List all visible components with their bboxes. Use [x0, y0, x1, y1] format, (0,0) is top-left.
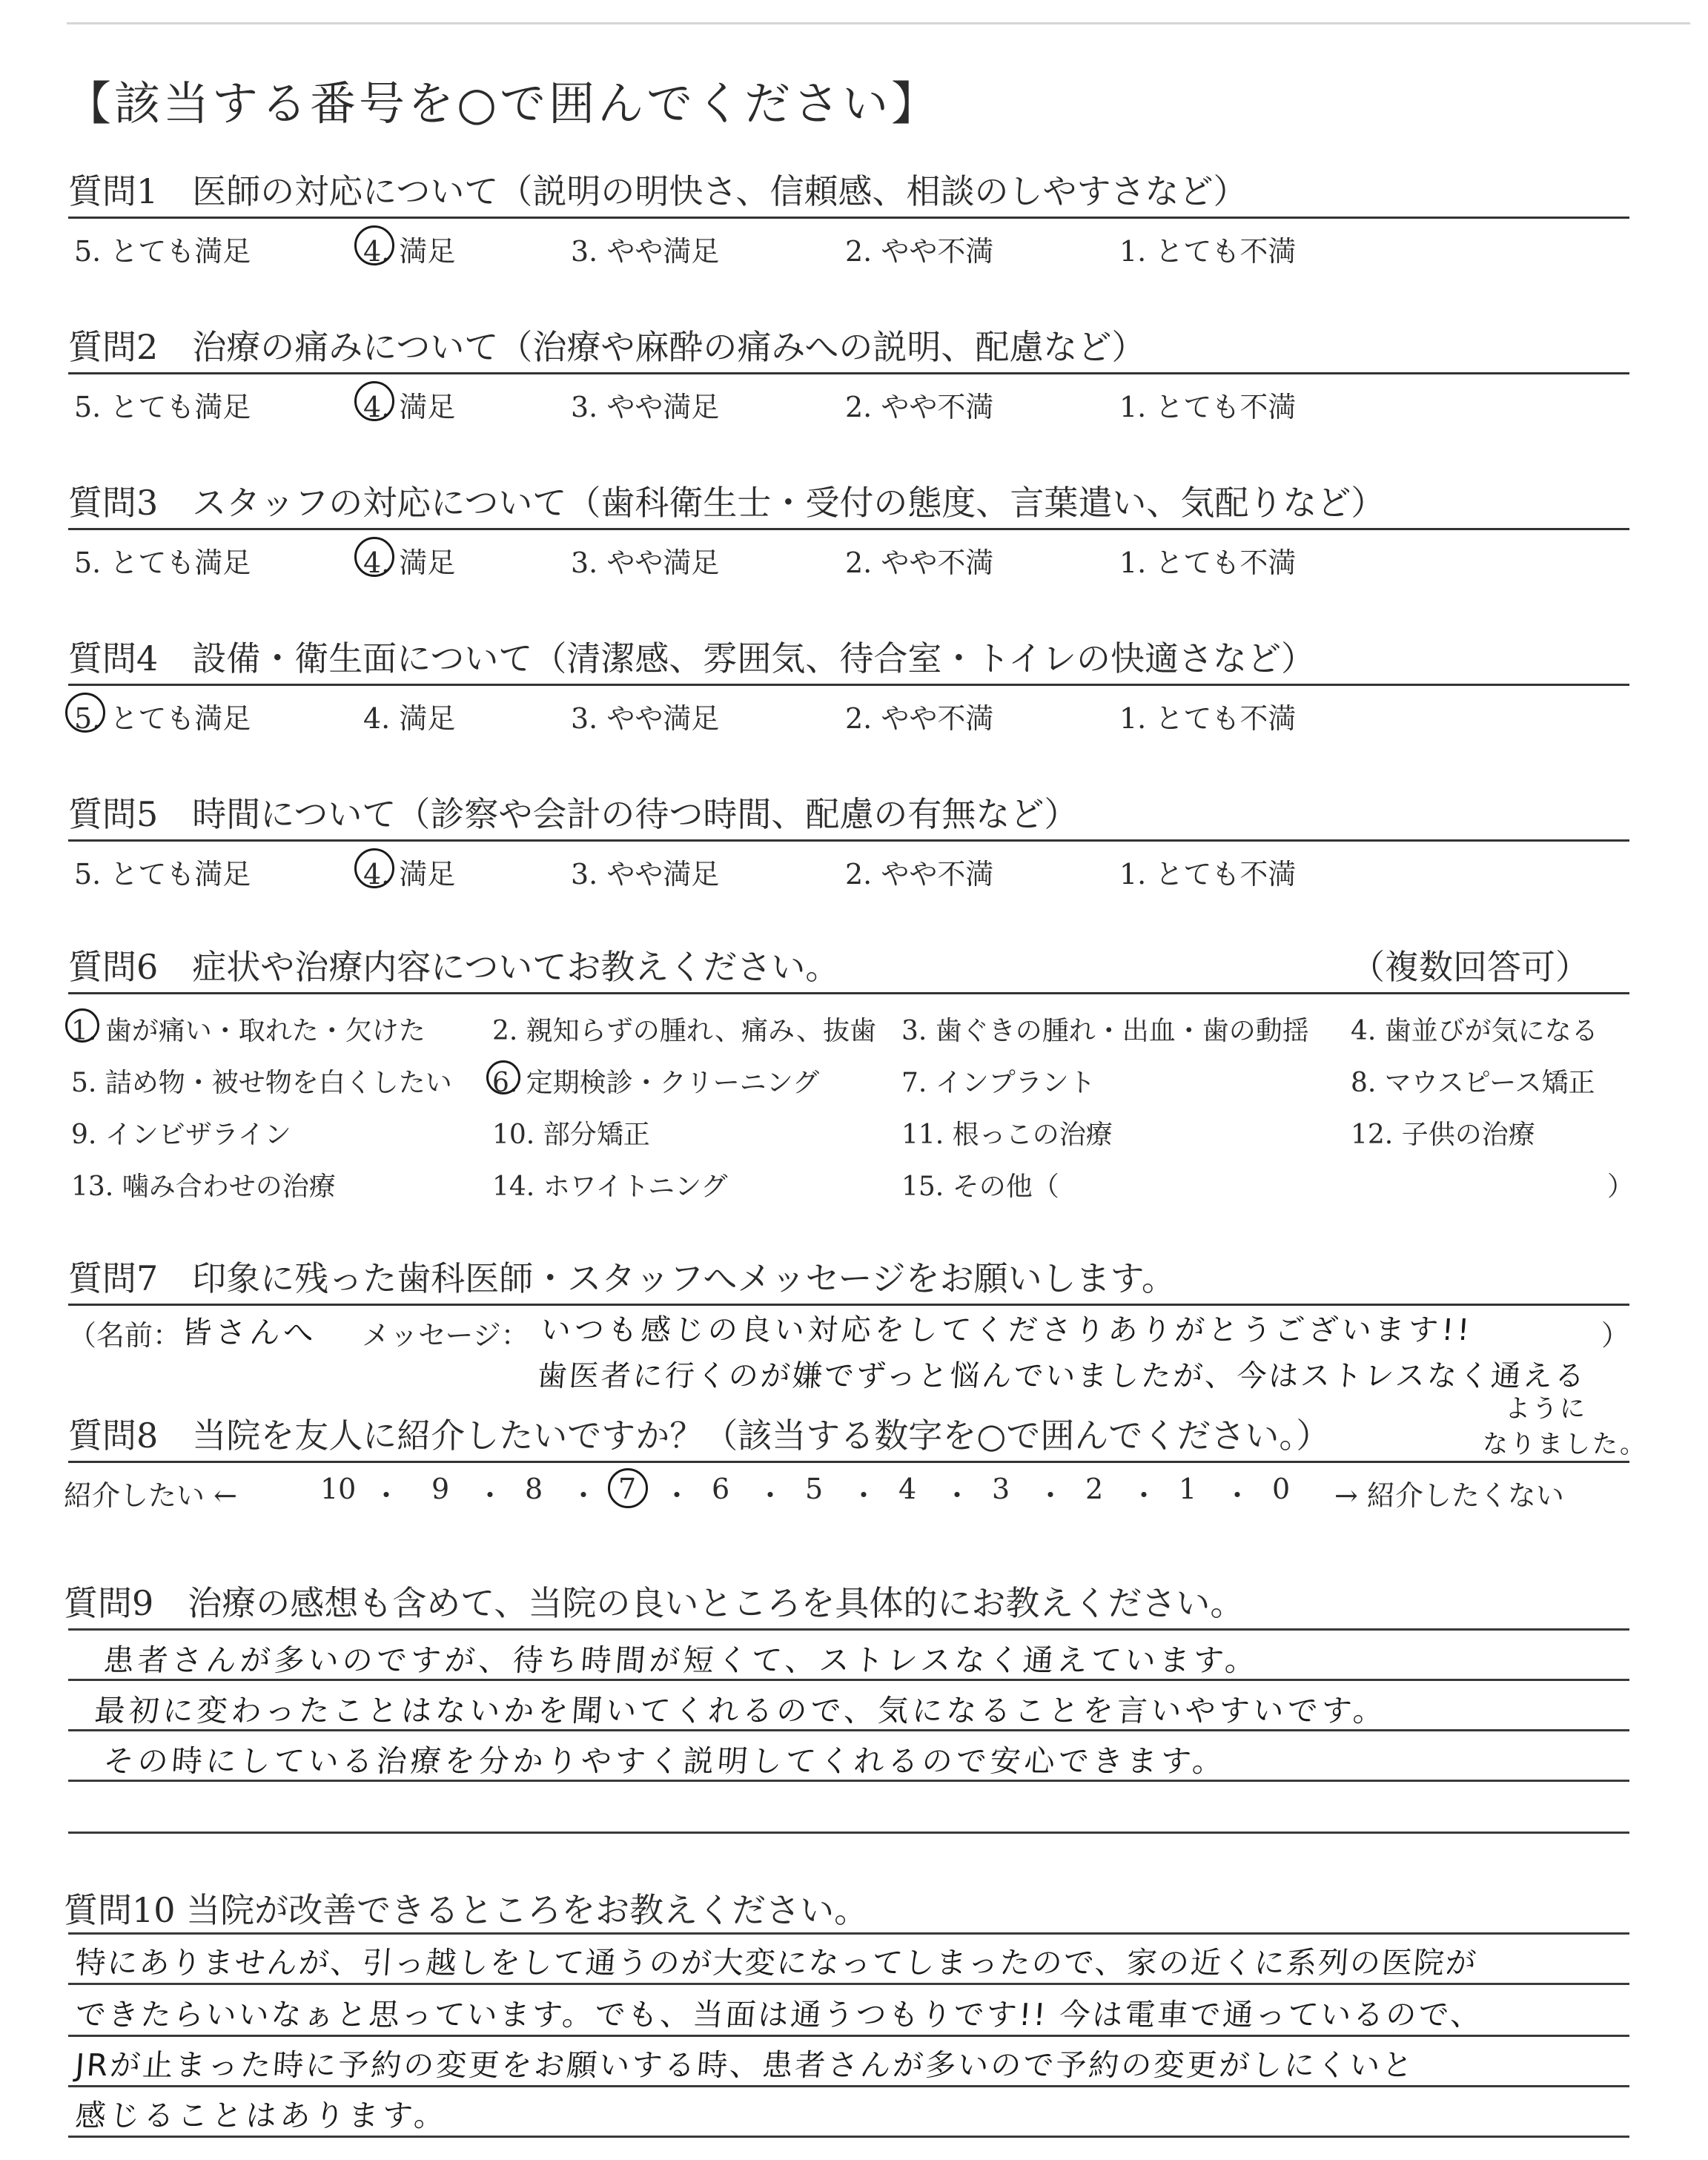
- q5-title: 質問5 時間について（診察や会計の待つ時間、配慮の有無など）: [68, 794, 1079, 834]
- q6-option-5[interactable]: 5. 詰め物・被せ物を白くしたい: [71, 1068, 452, 1098]
- q6-option-7[interactable]: 7. インプラント: [901, 1068, 1096, 1098]
- q9-answer-line-2: [68, 1729, 1629, 1731]
- q4-option-4[interactable]: 4. 満足: [363, 702, 456, 735]
- q7-name-label: （名前：: [68, 1319, 182, 1352]
- q9-answer-line-1: [68, 1679, 1629, 1681]
- q5-option-2[interactable]: 2. やや不満: [845, 858, 994, 891]
- q3-option-1[interactable]: 1. とても不満: [1119, 546, 1297, 579]
- q6-option-14[interactable]: 14. ホワイトニング: [492, 1172, 728, 1202]
- q6-option-12[interactable]: 12. 子供の治療: [1351, 1120, 1535, 1150]
- q8-separator: ・: [943, 1479, 972, 1512]
- q4-selected-circle: [65, 693, 105, 733]
- q8-number-10[interactable]: 10: [320, 1473, 357, 1505]
- q10-answer-4[interactable]: 感じることはあります。: [74, 2098, 450, 2133]
- q10-answer-2[interactable]: できたらいいなぁと思っています。でも、当面は通うつもりです!! 今は電車で通っているので、: [74, 1997, 1485, 2032]
- q2-option-4[interactable]: 4. 満足: [363, 391, 456, 423]
- q8-separator: ・: [1036, 1479, 1065, 1512]
- q7-rule: [68, 1304, 1629, 1306]
- q2-selected-circle: [354, 381, 394, 421]
- q8-separator: ・: [372, 1479, 401, 1512]
- top-edge-line: [67, 22, 1690, 24]
- q8-separator: ・: [476, 1479, 505, 1512]
- q8-selected-circle: [608, 1468, 648, 1508]
- q1-option-2[interactable]: 2. やや不満: [845, 235, 994, 268]
- q6-option-13[interactable]: 13. 噛み合わせの治療: [71, 1172, 336, 1202]
- q1-title: 質問1 医師の対応について（説明の明快さ、信頼感、相談のしやすさなど）: [68, 171, 1248, 211]
- q6-option-15[interactable]: 15. その他（: [901, 1172, 1059, 1202]
- q8-number-4[interactable]: 4: [898, 1473, 917, 1505]
- q6-option-10[interactable]: 10. 部分矯正: [492, 1120, 650, 1150]
- q6-option-16[interactable]: ）: [1607, 1172, 1635, 1202]
- q1-option-1[interactable]: 1. とても不満: [1119, 235, 1297, 268]
- q6-title: 質問6 症状や治療内容についてお教えください。: [68, 947, 840, 987]
- q10-answer-line-3: [68, 2085, 1629, 2087]
- q8-separator: ・: [1223, 1479, 1252, 1512]
- q10-answer-line-1: [68, 1983, 1629, 1985]
- q8-separator: ・: [569, 1479, 598, 1512]
- q6-option-3[interactable]: 3. 歯ぐきの腫れ・出血・歯の動揺: [901, 1016, 1309, 1046]
- q4-option-2[interactable]: 2. やや不満: [845, 702, 994, 735]
- q8-number-6[interactable]: 6: [712, 1473, 730, 1505]
- q10-rule: [68, 1932, 1629, 1935]
- q5-option-3[interactable]: 3. やや満足: [571, 858, 720, 891]
- q6-option-4[interactable]: 4. 歯並びが気になる: [1351, 1016, 1598, 1046]
- q3-selected-circle: [354, 537, 394, 577]
- q2-option-5[interactable]: 5. とても満足: [74, 391, 251, 423]
- q5-option-4[interactable]: 4. 満足: [363, 858, 456, 891]
- q9-answer-line-3: [68, 1780, 1629, 1782]
- q10-answer-line-2: [68, 2035, 1629, 2037]
- q8-number-8[interactable]: 8: [525, 1473, 543, 1505]
- q9-answer-1[interactable]: 患者さんが多いのですが、待ち時間が短くて、ストレスなく通えています。: [102, 1642, 1261, 1678]
- q6-option-6[interactable]: 6. 定期検診・クリーニング: [492, 1068, 820, 1098]
- q1-selected-circle: [354, 225, 394, 265]
- q8-right-label: → 紹介したくない: [1334, 1479, 1564, 1512]
- q9-answer-line-4: [68, 1832, 1629, 1834]
- q2-option-2[interactable]: 2. やや不満: [845, 391, 994, 423]
- q6-selected-circle-6: [486, 1060, 520, 1094]
- q8-separator: ・: [1130, 1479, 1159, 1512]
- q10-answer-line-4: [68, 2136, 1629, 2138]
- q1-option-5[interactable]: 5. とても満足: [74, 235, 251, 268]
- q2-option-1[interactable]: 1. とても不満: [1119, 391, 1297, 423]
- q4-title: 質問4 設備・衛生面について（清潔感、雰囲気、待合室・トイレの快適さなど）: [68, 638, 1316, 678]
- q8-number-3[interactable]: 3: [992, 1473, 1010, 1505]
- q8-rule: [68, 1461, 1629, 1463]
- q8-separator: ・: [850, 1479, 878, 1512]
- q8-number-1[interactable]: 1: [1179, 1473, 1197, 1505]
- q10-title: 質問10 当院が改善できるところをお教えください。: [64, 1890, 869, 1930]
- q9-answer-2[interactable]: 最初に変わったことはないかを聞いてくれるので、気になることを言いやすいです。: [93, 1693, 1388, 1728]
- q6-rule: [68, 992, 1629, 994]
- q8-number-9[interactable]: 9: [431, 1473, 450, 1505]
- q2-option-3[interactable]: 3. やや満足: [571, 391, 720, 423]
- q7-title: 質問7 印象に残った歯科医師・スタッフへメッセージをお願いします。: [68, 1258, 1176, 1298]
- q5-option-1[interactable]: 1. とても不満: [1119, 858, 1297, 891]
- q8-number-5[interactable]: 5: [805, 1473, 824, 1505]
- q5-selected-circle: [354, 848, 394, 888]
- q7-message-line4[interactable]: なりました。: [1483, 1430, 1647, 1459]
- q4-option-5[interactable]: 5. とても満足: [74, 702, 251, 735]
- q7-message-line1[interactable]: いつも感じの良い対応をしてくださりありがとうございます!!: [540, 1313, 1474, 1347]
- q7-close-paren: ）: [1601, 1319, 1630, 1352]
- q6-option-11[interactable]: 11. 根っこの治療: [901, 1120, 1113, 1150]
- q1-option-3[interactable]: 3. やや満足: [571, 235, 720, 268]
- q3-option-3[interactable]: 3. やや満足: [571, 546, 720, 579]
- q10-answer-3[interactable]: JRが止まった時に予約の変更をお願いする時、患者さんが多いので予約の変更がしにくいと: [74, 2047, 1417, 2083]
- q7-message-line2[interactable]: 歯医者に行くのが嫌でずっと悩んでいましたが、今はストレスなく通える: [536, 1359, 1588, 1393]
- q4-option-3[interactable]: 3. やや満足: [571, 702, 720, 735]
- q6-note: （複数回答可）: [1351, 947, 1589, 987]
- q3-option-4[interactable]: 4. 満足: [363, 546, 456, 579]
- q8-left-label: 紹介したい ←: [64, 1479, 237, 1512]
- q2-title: 質問2 治療の痛みについて（治療や麻酔の痛みへの説明、配慮など）: [68, 327, 1146, 367]
- q3-option-2[interactable]: 2. やや不満: [845, 546, 994, 579]
- q6-option-1[interactable]: 1. 歯が痛い・取れた・欠けた: [71, 1016, 426, 1046]
- q1-rule: [68, 217, 1629, 219]
- page-header: 【該当する番号を○で囲んでください】: [65, 76, 941, 131]
- q8-number-0[interactable]: 0: [1272, 1473, 1291, 1505]
- q5-rule: [68, 839, 1629, 842]
- q3-title: 質問3 スタッフの対応について（歯科衛生士・受付の態度、言葉遣い、気配りなど）: [68, 483, 1386, 523]
- q3-rule: [68, 528, 1629, 530]
- q8-title: 質問8 当院を友人に紹介したいですか？（該当する数字を○で囲んでください。）: [68, 1416, 1331, 1456]
- q8-number-2[interactable]: 2: [1085, 1473, 1104, 1505]
- q3-option-5[interactable]: 5. とても満足: [74, 546, 251, 579]
- q1-option-4[interactable]: 4. 満足: [363, 235, 456, 268]
- q6-selected-circle-1: [65, 1008, 99, 1043]
- q4-rule: [68, 684, 1629, 686]
- q2-rule: [68, 372, 1629, 374]
- q6-option-8[interactable]: 8. マウスピース矯正: [1351, 1068, 1595, 1098]
- q6-option-9[interactable]: 9. インビザライン: [71, 1120, 291, 1150]
- q7-message-label: メッセージ：: [362, 1319, 529, 1352]
- q9-answer-3[interactable]: その時にしている治療を分かりやすく説明してくれるので安心できます。: [102, 1743, 1228, 1779]
- q8-number-7[interactable]: 7: [618, 1473, 637, 1505]
- q10-answer-1[interactable]: 特にありませんが、引っ越しをして通うのが大変になってしまったので、家の近くに系列の医院が: [74, 1945, 1479, 1981]
- q9-title: 質問9 治療の感想も含めて、当院の良いところを具体的にお教えください。: [64, 1583, 1245, 1623]
- q6-option-2[interactable]: 2. 親知らずの腫れ、痛み、抜歯: [492, 1016, 877, 1046]
- q5-option-5[interactable]: 5. とても満足: [74, 858, 251, 891]
- q8-separator: ・: [663, 1479, 692, 1512]
- q7-name-value[interactable]: 皆さんへ: [180, 1315, 319, 1350]
- q8-separator: ・: [756, 1479, 785, 1512]
- q9-rule: [68, 1628, 1629, 1631]
- q4-option-1[interactable]: 1. とても不満: [1119, 702, 1297, 735]
- q7-message-line3[interactable]: ように: [1505, 1394, 1587, 1424]
